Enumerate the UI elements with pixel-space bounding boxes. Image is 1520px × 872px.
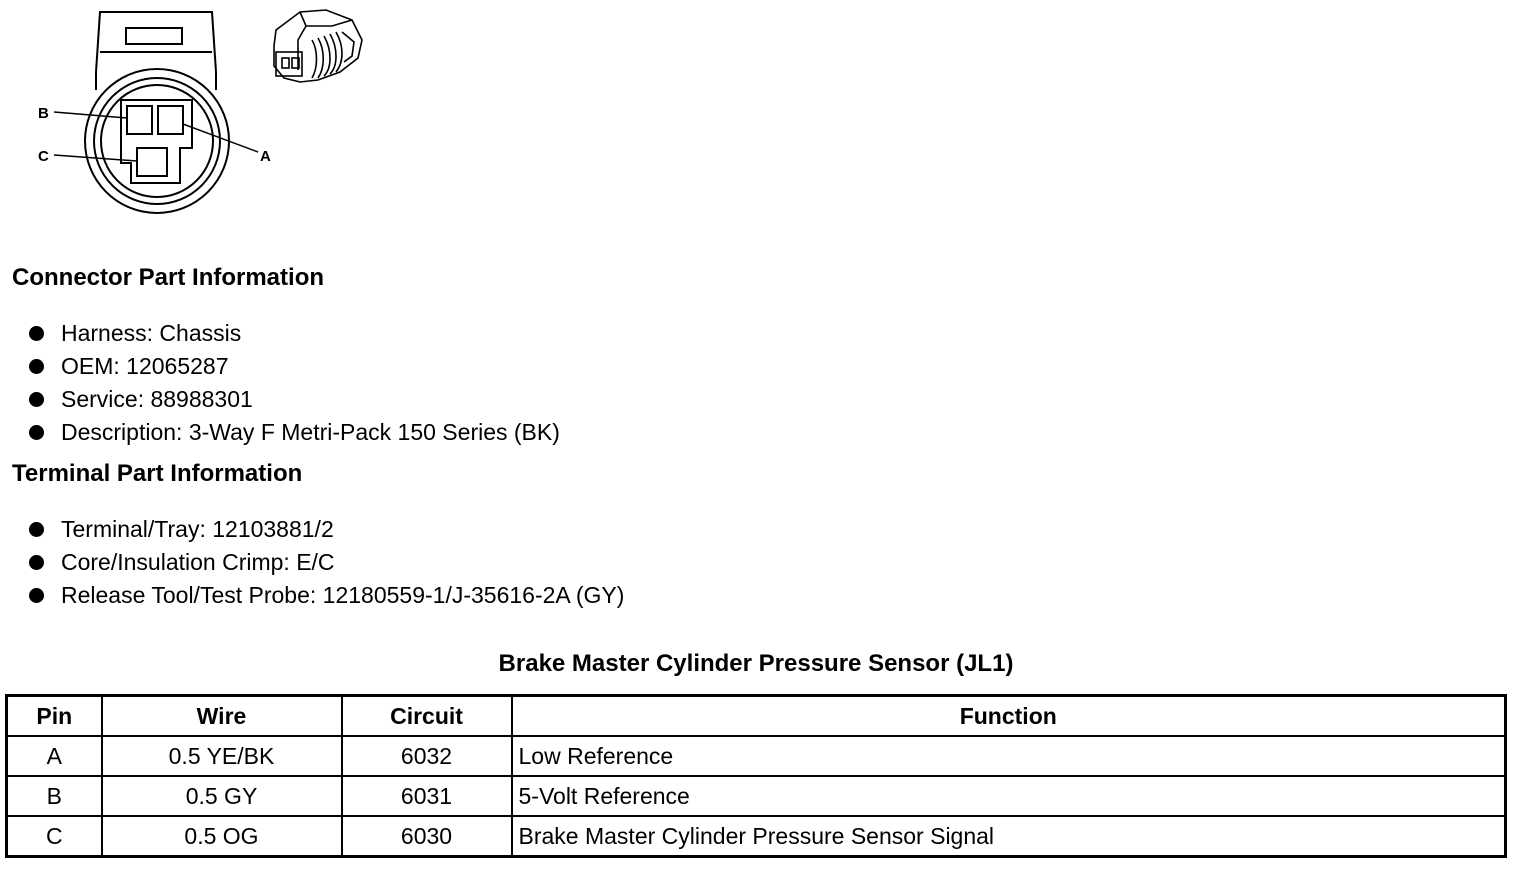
table-row bbox=[7, 776, 1506, 816]
table-row bbox=[7, 816, 1506, 857]
connector-latch bbox=[96, 12, 216, 72]
cell-circuit: 6032 bbox=[342, 736, 512, 776]
cell-circuit: 6031 bbox=[342, 776, 512, 816]
cell-function: 5-Volt Reference bbox=[512, 776, 1506, 816]
table-row bbox=[7, 736, 1506, 776]
cavity-c bbox=[137, 148, 167, 176]
connector-part-heading: Connector Part Information bbox=[12, 264, 325, 291]
table-header-row bbox=[7, 696, 1506, 737]
table-title: Brake Master Cylinder Pressure Sensor (JL1) bbox=[498, 650, 1014, 677]
column-header-function: Function bbox=[512, 696, 1506, 737]
cell-wire: 0.5 GY bbox=[102, 776, 342, 816]
cell-pin: B bbox=[7, 776, 102, 816]
list-item-text: Service: 88988301 bbox=[61, 386, 253, 412]
column-header-wire: Wire bbox=[102, 696, 342, 737]
cell-function: Low Reference bbox=[512, 736, 1506, 776]
cell-function: Brake Master Cylinder Pressure Sensor Signal bbox=[512, 816, 1506, 857]
pin-label-b: B bbox=[38, 105, 49, 122]
column-header-pin: Pin bbox=[7, 696, 102, 737]
cell-circuit: 6030 bbox=[342, 816, 512, 857]
bullet-icon bbox=[29, 359, 44, 374]
cavity-a bbox=[158, 106, 183, 134]
bullet-icon bbox=[29, 425, 44, 440]
list-item-text: Terminal/Tray: 12103881/2 bbox=[61, 516, 334, 542]
cell-wire: 0.5 OG bbox=[102, 816, 342, 857]
bullet-icon bbox=[29, 392, 44, 407]
pin-label-c: C bbox=[38, 148, 49, 165]
connector-3d-view bbox=[274, 10, 362, 82]
cell-wire: 0.5 YE/BK bbox=[102, 736, 342, 776]
bullet-icon bbox=[29, 522, 44, 537]
bullet-icon bbox=[29, 555, 44, 570]
connector-diagram bbox=[0, 0, 400, 225]
list-item-text: OEM: 12065287 bbox=[61, 353, 229, 379]
list-item-text: Release Tool/Test Probe: 12180559-1/J-35616-2A (GY) bbox=[61, 582, 625, 608]
cell-pin: C bbox=[7, 816, 102, 857]
cavity-b bbox=[127, 106, 152, 134]
connector-outer-ring bbox=[85, 69, 229, 213]
list-item-text: Description: 3-Way F Metri-Pack 150 Series (BK) bbox=[61, 419, 560, 445]
terminal-cavity-outline bbox=[121, 100, 192, 183]
pinout-table bbox=[5, 694, 1507, 858]
list-item-text: Core/Insulation Crimp: E/C bbox=[61, 549, 335, 575]
bullet-icon bbox=[29, 326, 44, 341]
list-item-text: Harness: Chassis bbox=[61, 320, 242, 346]
bullet-icon bbox=[29, 588, 44, 603]
pin-label-a: A bbox=[260, 148, 271, 165]
cell-pin: A bbox=[7, 736, 102, 776]
terminal-part-heading: Terminal Part Information bbox=[12, 460, 303, 487]
column-header-circuit: Circuit bbox=[342, 696, 512, 737]
